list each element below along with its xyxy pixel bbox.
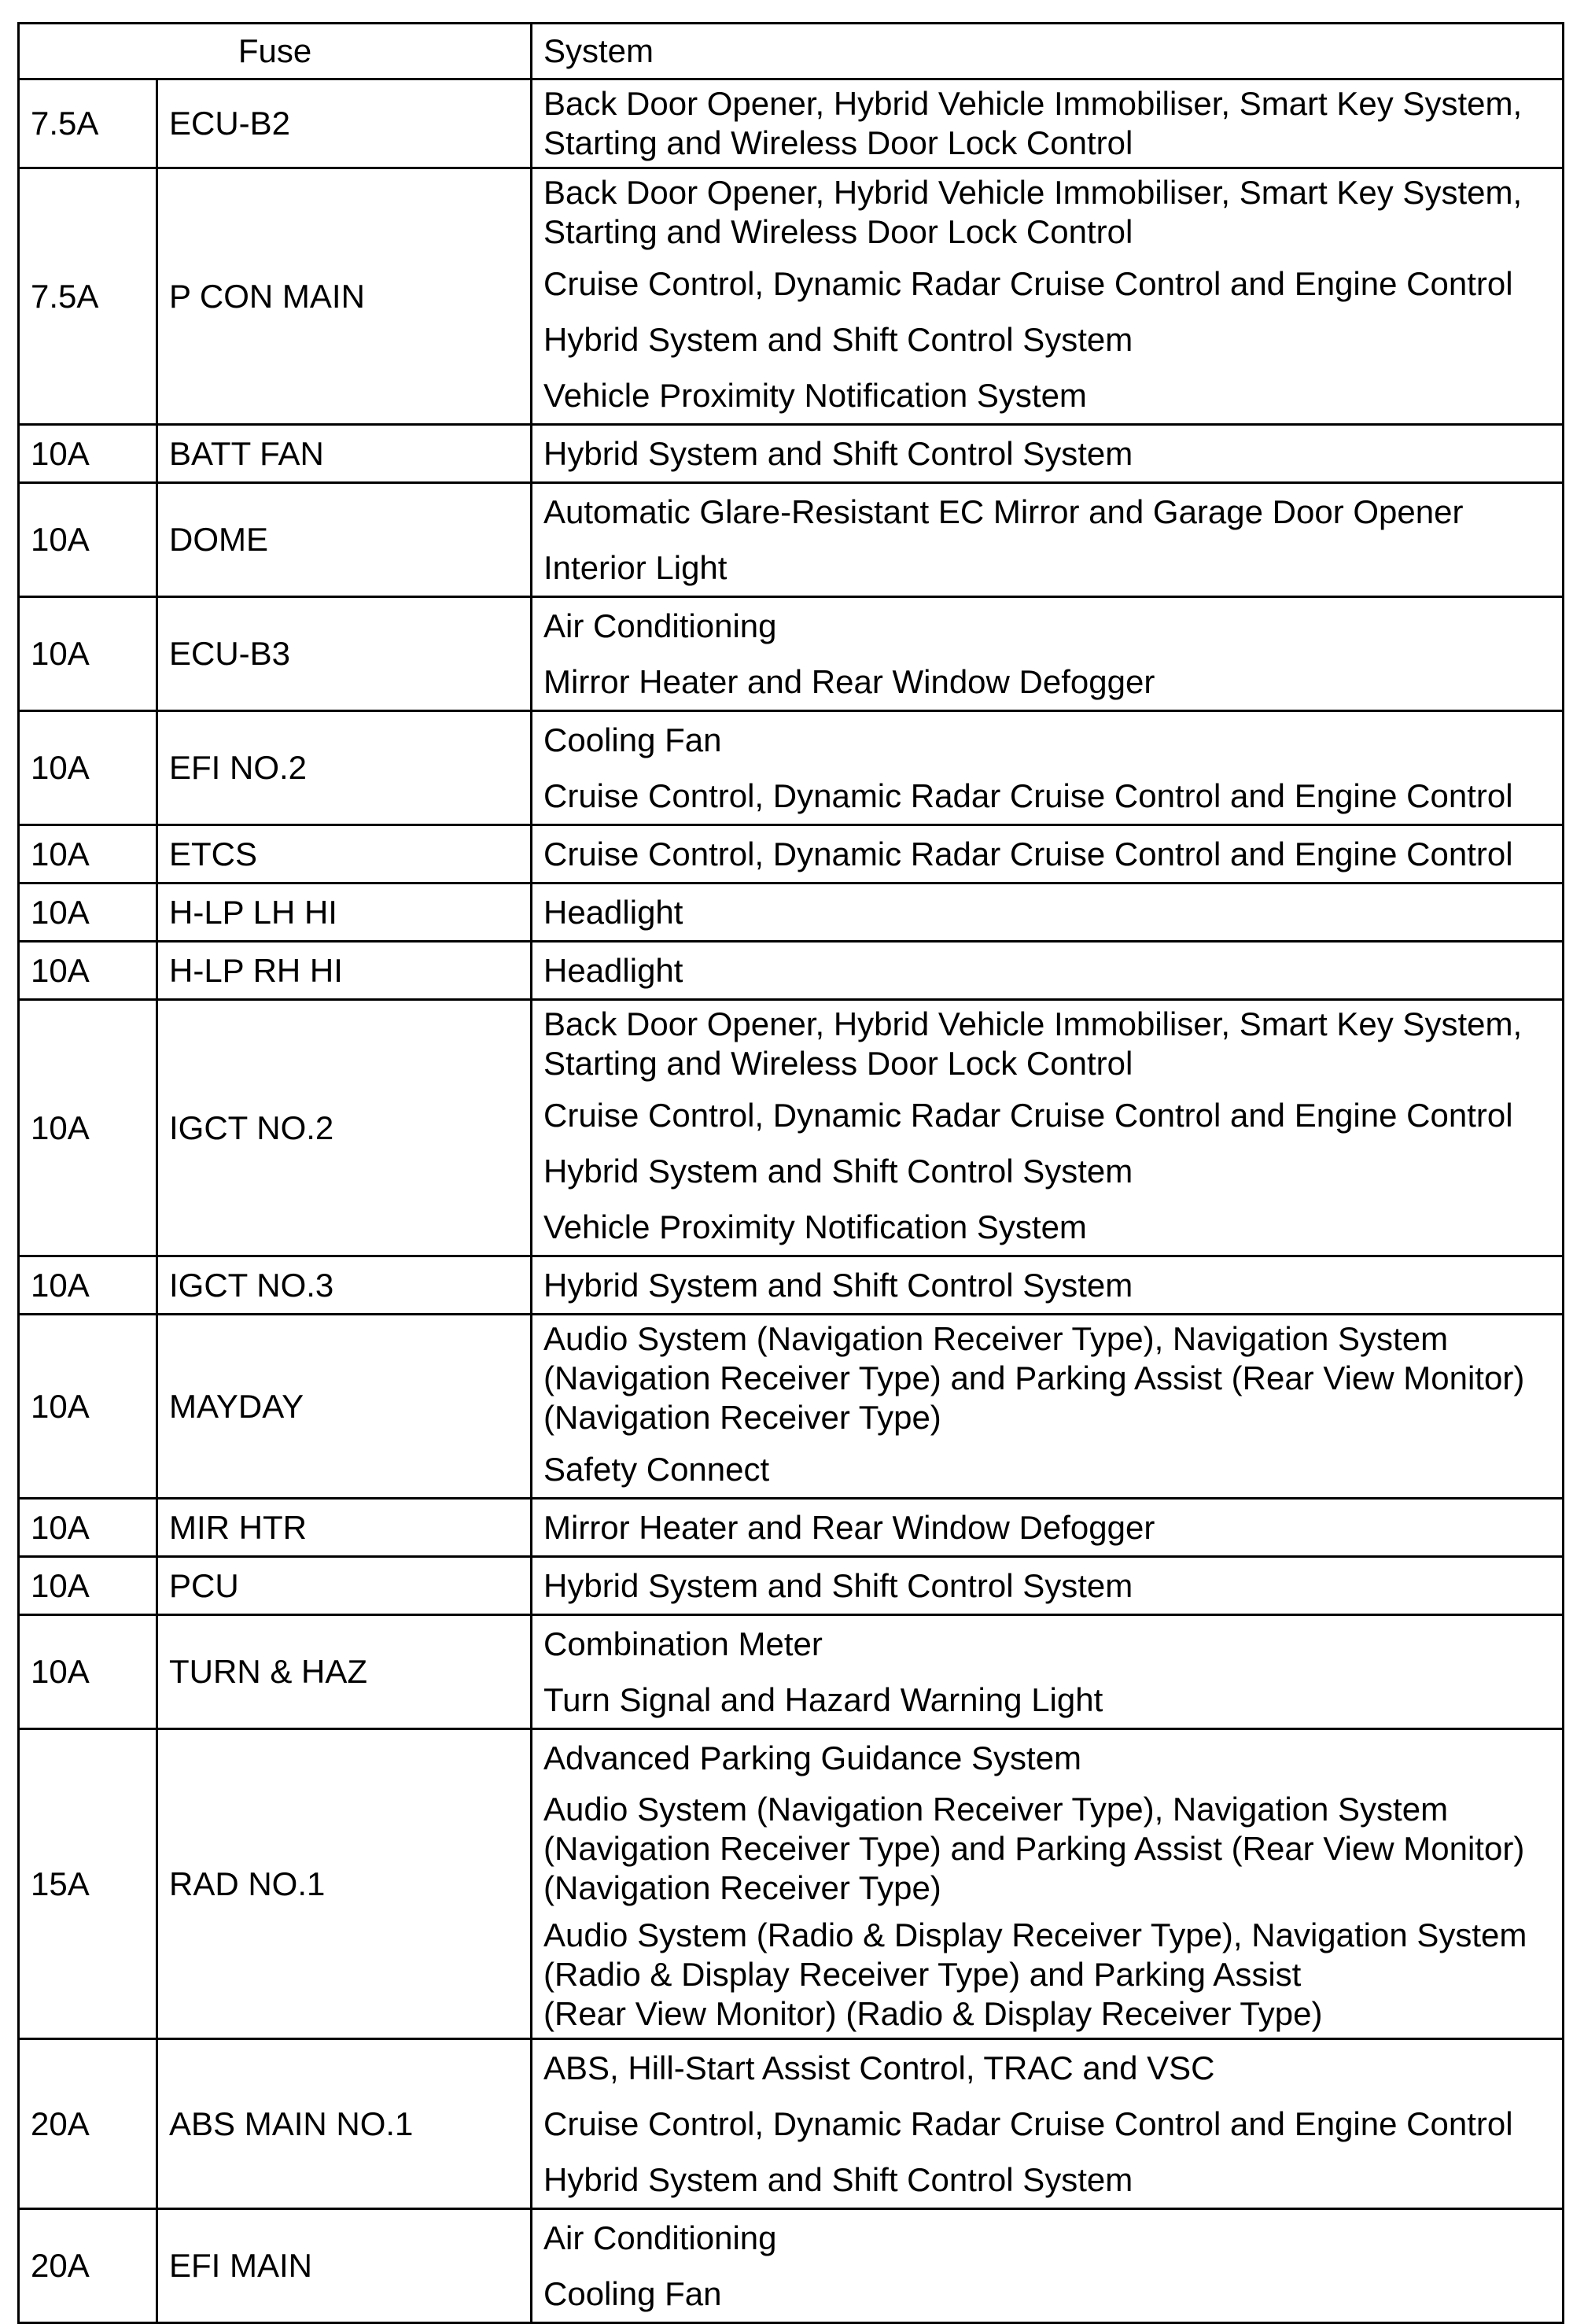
fuse-table — [17, 22, 1564, 2324]
fuse-systems — [532, 425, 1564, 483]
table-row — [19, 1729, 1564, 2039]
fuse-amperage: 10A — [19, 1499, 157, 1557]
fuse-name: EFI MAIN — [157, 2209, 532, 2323]
system-entry: Mirror Heater and Rear Window Defogger — [543, 662, 1155, 700]
fuse-name: BATT FAN — [157, 425, 532, 483]
fuse-name: H-LP LH HI — [157, 883, 532, 942]
fuse-amperage: 10A — [19, 1000, 157, 1256]
fuse-amperage: 10A — [19, 483, 157, 597]
table-row — [19, 79, 1564, 168]
fuse-name: MIR HTR — [157, 1499, 532, 1557]
fuse-name: TURN & HAZ — [157, 1615, 532, 1729]
table-row — [19, 483, 1564, 597]
fuse-name: H-LP RH HI — [157, 942, 532, 1000]
table-row — [19, 1615, 1564, 1729]
fuse-systems — [532, 825, 1564, 883]
fuse-name: RAD NO.1 — [157, 1729, 532, 2039]
header-system: System — [532, 24, 1564, 79]
table-row — [19, 1499, 1564, 1557]
fuse-table-body — [19, 79, 1564, 2323]
table-row — [19, 2039, 1564, 2209]
fuse-name: ECU-B3 — [157, 597, 532, 711]
fuse-systems — [532, 79, 1564, 168]
system-entry: Cooling Fan — [543, 721, 722, 758]
fuse-systems — [532, 1256, 1564, 1315]
system-entry: Hybrid System and Shift Control System — [543, 434, 1133, 472]
system-entry: Audio System (Navigation Receiver Type), Navigation System (Navigation Receiver Type) and Parking Assist (Rear View Monitor) (Navigation Receiver Type) — [543, 1791, 1525, 1906]
system-entry: Hybrid System and Shift Control System — [543, 1566, 1133, 1604]
header-fuse: Fuse — [19, 24, 532, 79]
fuse-systems — [532, 1499, 1564, 1557]
table-row — [19, 825, 1564, 883]
system-entry: Turn Signal and Hazard Warning Light — [543, 1680, 1103, 1718]
table-row — [19, 1000, 1564, 1256]
system-entry: ABS, Hill-Start Assist Control, TRAC and VSC — [543, 2049, 1215, 2086]
fuse-name: IGCT NO.3 — [157, 1256, 532, 1315]
fuse-amperage: 7.5A — [19, 79, 157, 168]
fuse-systems — [532, 1729, 1564, 2039]
system-entry: Audio System (Navigation Receiver Type), Navigation System (Navigation Receiver Type) and Parking Assist (Rear View Monitor) (Navigation Receiver Type) — [543, 1320, 1525, 1436]
fuse-amperage: 20A — [19, 2209, 157, 2323]
table-row — [19, 1315, 1564, 1499]
fuse-amperage: 10A — [19, 1615, 157, 1729]
fuse-name: ETCS — [157, 825, 532, 883]
fuse-amperage: 10A — [19, 425, 157, 483]
fuse-systems — [532, 1315, 1564, 1499]
table-row — [19, 168, 1564, 425]
system-entry: Vehicle Proximity Notification System — [543, 376, 1087, 414]
fuse-name: P CON MAIN — [157, 168, 532, 425]
fuse-systems — [532, 597, 1564, 711]
fuse-systems — [532, 711, 1564, 825]
system-entry: Hybrid System and Shift Control System — [543, 1152, 1133, 1190]
system-entry: Vehicle Proximity Notification System — [543, 1208, 1087, 1245]
table-row — [19, 942, 1564, 1000]
fuse-systems — [532, 483, 1564, 597]
fuse-amperage: 10A — [19, 711, 157, 825]
fuse-systems — [532, 2039, 1564, 2209]
table-row — [19, 425, 1564, 483]
system-entry: Air Conditioning — [543, 2219, 777, 2256]
system-entry: Combination Meter — [543, 1625, 823, 1662]
fuse-amperage: 20A — [19, 2039, 157, 2209]
system-entry: Hybrid System and Shift Control System — [543, 2160, 1133, 2198]
fuse-amperage: 7.5A — [19, 168, 157, 425]
fuse-name: IGCT NO.2 — [157, 1000, 532, 1256]
table-row — [19, 1557, 1564, 1615]
system-entry: Back Door Opener, Hybrid Vehicle Immobiliser, Smart Key System, Starting and Wireless Door Lock Control — [543, 85, 1523, 161]
fuse-amperage: 10A — [19, 597, 157, 711]
fuse-amperage: 10A — [19, 1557, 157, 1615]
fuse-systems — [532, 2209, 1564, 2323]
system-entry: Cruise Control, Dynamic Radar Cruise Control and Engine Control — [543, 835, 1513, 872]
fuse-name: DOME — [157, 483, 532, 597]
system-entry: Automatic Glare-Resistant EC Mirror and Garage Door Opener — [543, 492, 1464, 530]
fuse-name: EFI NO.2 — [157, 711, 532, 825]
system-entry: Cooling Fan — [543, 2274, 722, 2312]
system-entry: Back Door Opener, Hybrid Vehicle Immobiliser, Smart Key System, Starting and Wireless Door Lock Control — [543, 1005, 1523, 1082]
header-row — [19, 24, 1564, 79]
table-row — [19, 597, 1564, 711]
system-entry: Advanced Parking Guidance System — [543, 1739, 1082, 1776]
table-row — [19, 2209, 1564, 2323]
fuse-amperage: 10A — [19, 883, 157, 942]
fuse-systems — [532, 168, 1564, 425]
table-row — [19, 711, 1564, 825]
fuse-systems — [532, 1557, 1564, 1615]
system-entry: Audio System (Radio & Display Receiver Type), Navigation System (Radio & Display Receiver Type) and Parking Assist (Rear View Monitor) (Radio & Display Receiver Type) — [543, 1916, 1527, 2032]
fuse-amperage: 10A — [19, 825, 157, 883]
fuse-amperage: 10A — [19, 1256, 157, 1315]
system-entry: Headlight — [543, 893, 683, 931]
fuse-name: ABS MAIN NO.1 — [157, 2039, 532, 2209]
fuse-name: PCU — [157, 1557, 532, 1615]
system-entry: Hybrid System and Shift Control System — [543, 1266, 1133, 1304]
system-entry: Cruise Control, Dynamic Radar Cruise Control and Engine Control — [543, 777, 1513, 814]
system-entry: Cruise Control, Dynamic Radar Cruise Control and Engine Control — [543, 264, 1513, 302]
fuse-name: ECU-B2 — [157, 79, 532, 168]
table-row — [19, 883, 1564, 942]
fuse-amperage: 15A — [19, 1729, 157, 2039]
fuse-amperage: 10A — [19, 1315, 157, 1499]
fuse-systems — [532, 1615, 1564, 1729]
fuse-amperage: 10A — [19, 942, 157, 1000]
system-entry: Headlight — [543, 951, 683, 989]
system-entry: Interior Light — [543, 548, 728, 586]
fuse-name: MAYDAY — [157, 1315, 532, 1499]
fuse-systems — [532, 883, 1564, 942]
system-entry: Mirror Heater and Rear Window Defogger — [543, 1508, 1155, 1546]
fuse-systems — [532, 942, 1564, 1000]
system-entry: Hybrid System and Shift Control System — [543, 320, 1133, 358]
system-entry: Cruise Control, Dynamic Radar Cruise Control and Engine Control — [543, 2105, 1513, 2142]
system-entry: Safety Connect — [543, 1450, 770, 1488]
table-row — [19, 1256, 1564, 1315]
fuse-systems — [532, 1000, 1564, 1256]
system-entry: Air Conditioning — [543, 607, 777, 644]
system-entry: Cruise Control, Dynamic Radar Cruise Control and Engine Control — [543, 1096, 1513, 1134]
system-entry: Back Door Opener, Hybrid Vehicle Immobiliser, Smart Key System, Starting and Wireless Door Lock Control — [543, 174, 1523, 250]
